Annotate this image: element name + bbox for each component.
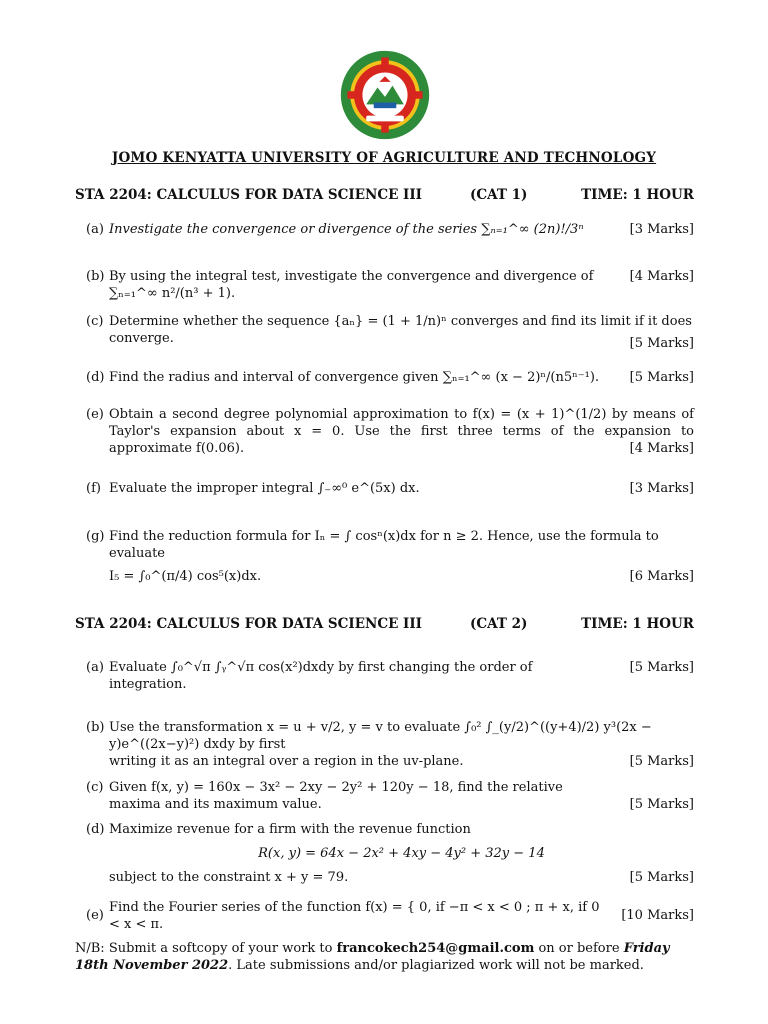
cat1-question-a: (a) Investigate the convergence or divergence of the series ∑ₙ₌₁^∞ (2n)!/3ⁿ [3 Marks] [86, 222, 694, 237]
cat2-question-b: (b) Use the transformation x = u + v/2, y = v to evaluate ∫₀² ∫_(y/2)^((y+4)/2) y³(2x − y)e^((2x−y)²) dxdy by first writing it as an integral over a region in the uv-plane. [5 Marks] [86, 720, 694, 769]
question-text: Find the radius and interval of convergence given ∑ₙ₌₁^∞ (x − 2)ⁿ/(n5ⁿ⁻¹). [109, 370, 600, 385]
cat2-label: (CAT 2) [470, 616, 528, 632]
university-title: JOMO KENYATTA UNIVERSITY OF AGRICULTURE AND TECHNOLOGY [111, 150, 657, 166]
marks: [5 Marks] [629, 870, 694, 885]
cat2-question-c: (c) Given f(x, y) = 160x − 3x² − 2xy − 2y² + 120y − 18, find the relative maxima and its maximum value. [5 Marks] [86, 780, 694, 812]
university-logo [338, 48, 432, 142]
cat2-question-e: (e) Find the Fourier series of the function f(x) = { 0, if −π < x < 0 ; π + x, if 0 < x < π. [10 Marks] [86, 900, 694, 932]
cat2-question-d: (d) Maximize revenue for a firm with the revenue function R(x, y) = 64x − 2x² + 4xy − 4y² + 32y − 14 subject to the constraint x + y = 79. [5 Marks] [86, 822, 694, 885]
question-text: Given f(x, y) = 160x − 3x² − 2xy − 2y² + 120y − 18, find the relative maxima and its maximum value. [109, 780, 563, 812]
cat1-label: (CAT 1) [470, 187, 528, 203]
cat1-question-g: (g) Find the reduction formula for Iₙ = ∫ cosⁿ(x)dx for n ≥ 2. Hence, use the formula to evaluate I₅ = ∫₀^(π/4) cos⁵(x)dx. [6 Marks] [86, 529, 694, 584]
question-text-cont: subject to the constraint x + y = 79. [109, 870, 349, 885]
cat2-time: TIME: 1 HOUR [581, 616, 694, 632]
question-text: Determine whether the sequence {aₙ} = (1 + 1/n)ⁿ converges and find its limit if it does converge. [109, 314, 692, 346]
cat1-time: TIME: 1 HOUR [581, 187, 694, 203]
submission-note: N/B: Submit a softcopy of your work to francokech254@gmail.com on or before Friday 18th November 2022. Late submissions and/or plagiarized work will not be marked. [75, 941, 670, 973]
marks: [4 Marks] [629, 441, 694, 456]
question-text: Use the transformation x = u + v/2, y = v to evaluate ∫₀² ∫_(y/2)^((y+4)/2) y³(2x − y)e^((2x−y)²) dxdy by first [109, 720, 652, 752]
marks: [3 Marks] [629, 481, 694, 496]
question-text: Find the Fourier series of the function f(x) = { 0, if −π < x < 0 ; π + x, if 0 < x < π. [109, 900, 600, 932]
marks: [5 Marks] [629, 336, 694, 351]
marks: [5 Marks] [629, 370, 694, 385]
marks: [4 Marks] [629, 269, 694, 284]
question-text: By using the integral test, investigate the convergence and divergence of ∑ₙ₌₁^∞ n²/(n³ + 1). [109, 269, 594, 301]
marks: [5 Marks] [629, 754, 694, 769]
marks: [10 Marks] [621, 908, 694, 923]
cat1-question-e: (e) Obtain a second degree polynomial approximation to f(x) = (x + 1)^(1/2) by means of Taylor's expansion about x = 0. Use the first three terms of the expansion to approximate f(0.06). [4 Marks] [86, 407, 694, 456]
marks: [5 Marks] [629, 797, 694, 812]
marks: [6 Marks] [629, 569, 694, 584]
question-text: Obtain a second degree polynomial approximation to f(x) = (x + 1)^(1/2) by means of Taylor's expansion about x = 0. Use the first three terms of the expansion to approximate f(0.06). [109, 407, 694, 456]
cat2-course: STA 2204: CALCULUS FOR DATA SCIENCE III [75, 616, 422, 632]
submission-email[interactable]: francokech254@gmail.com [336, 941, 535, 956]
cat1-course: STA 2204: CALCULUS FOR DATA SCIENCE III [75, 187, 422, 203]
marks: [3 Marks] [629, 222, 694, 237]
question-text: Evaluate the improper integral ∫₋∞⁰ e^(5x) dx. [109, 481, 420, 496]
cat1-question-b: (b) By using the integral test, investigate the convergence and divergence of ∑ₙ₌₁^∞ n²/(n³ + 1). [4 Marks] [86, 269, 694, 301]
question-text: Investigate the convergence or divergence of the series ∑ₙ₌₁^∞ (2n)!/3ⁿ [109, 222, 584, 237]
question-text-cont: writing it as an integral over a region in the uv-plane. [109, 754, 464, 769]
cat1-question-d: (d) Find the radius and interval of convergence given ∑ₙ₌₁^∞ (x − 2)ⁿ/(n5ⁿ⁻¹). [5 Marks] [86, 370, 694, 385]
cat1-question-f: (f) Evaluate the improper integral ∫₋∞⁰ e^(5x) dx. [3 Marks] [86, 481, 694, 496]
deadline: Friday 18th November 2022 [75, 941, 670, 973]
question-formula: I₅ = ∫₀^(π/4) cos⁵(x)dx. [109, 569, 262, 584]
marks: [5 Marks] [629, 660, 694, 675]
question-text: Find the reduction formula for Iₙ = ∫ cosⁿ(x)dx for n ≥ 2. Hence, use the formula to evaluate [109, 529, 659, 561]
revenue-formula: R(x, y) = 64x − 2x² + 4xy − 4y² + 32y − 14 [258, 846, 545, 861]
cat2-question-a: (a) Evaluate ∫₀^√π ∫ᵧ^√π cos(x²)dxdy by first changing the order of integration. [5 Marks] [86, 660, 694, 692]
question-text: Maximize revenue for a firm with the revenue function [109, 822, 471, 837]
cat1-question-c: (c) Determine whether the sequence {aₙ} = (1 + 1/n)ⁿ converges and find its limit if it does converge. [5 Marks] [86, 314, 694, 351]
question-text: Evaluate ∫₀^√π ∫ᵧ^√π cos(x²)dxdy by first changing the order of integration. [109, 660, 533, 692]
